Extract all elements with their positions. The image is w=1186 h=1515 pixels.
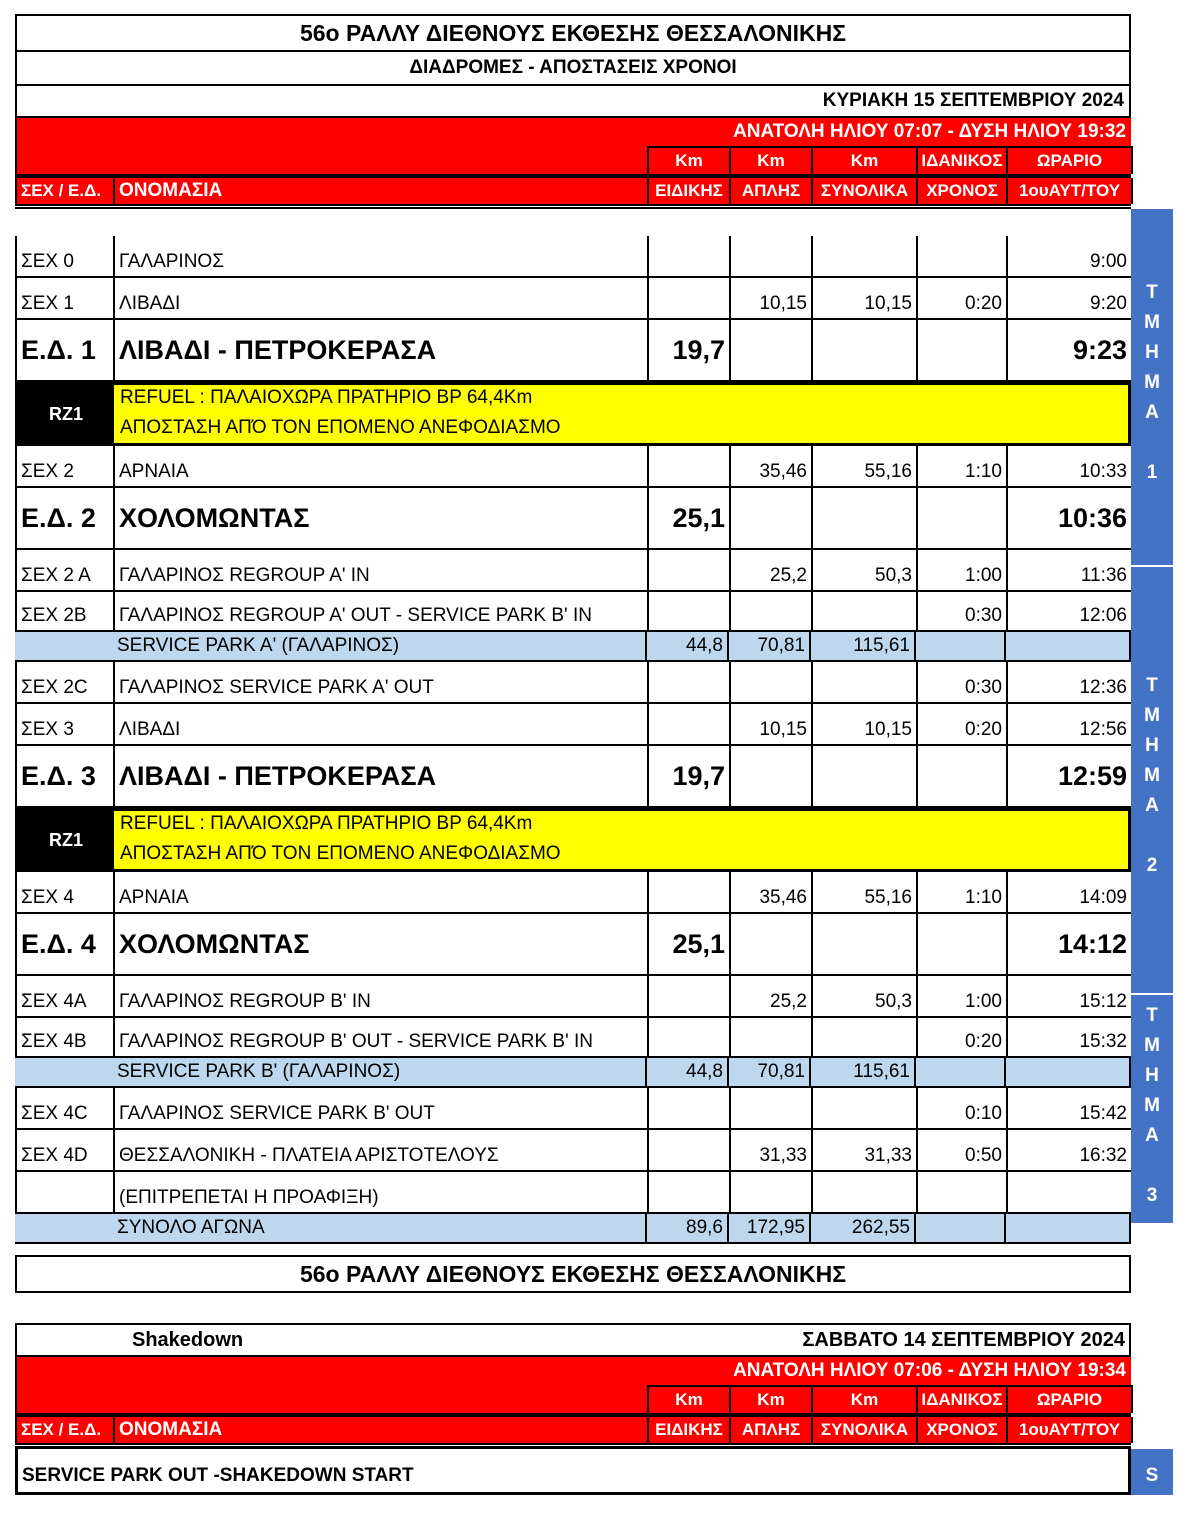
ideal-time (918, 914, 1008, 974)
schedule-time: 15:32 (1008, 1018, 1133, 1056)
km-total (813, 592, 918, 630)
summary-row (15, 1214, 1131, 1244)
header-cell: ΙΔΑΝΙΚΟΣ (918, 146, 1008, 174)
section-letter: 1 (1146, 462, 1158, 483)
schedule-time (1008, 1172, 1133, 1212)
section-letter: Μ (1144, 1095, 1160, 1116)
km-total: 50,3 (813, 976, 918, 1016)
km-total: 262,55 (811, 1214, 916, 1242)
control-code (17, 1172, 115, 1212)
km-total (813, 746, 918, 806)
ideal-time: 0:50 (918, 1130, 1008, 1170)
second-header-cell: ΙΔΑΝΙΚΟΣ (918, 1385, 1008, 1413)
ideal-time (916, 1058, 1006, 1086)
km-liaison: 70,81 (729, 632, 811, 660)
control-code: Ε.Δ. 2 (17, 488, 115, 548)
section-letter: Τ (1146, 282, 1158, 303)
km-total (813, 488, 918, 548)
ideal-time: 0:30 (918, 662, 1008, 702)
section-letter: Η (1145, 735, 1159, 756)
second-header-cell (17, 1385, 115, 1413)
second-header-cell: ΑΠΛΗΣ (731, 1417, 813, 1443)
schedule-time: 9:20 (1008, 278, 1133, 318)
schedule-time: 16:32 (1008, 1130, 1133, 1170)
second-header-cell: Km (649, 1385, 731, 1413)
km-liaison (731, 236, 813, 276)
km-liaison (731, 914, 813, 974)
shakedown-section-bar: S (1131, 1449, 1173, 1495)
section-letter: Α (1145, 1125, 1159, 1146)
schedule-time: 12:59 (1008, 746, 1133, 806)
ideal-time: 1:00 (918, 976, 1008, 1016)
control-row (15, 1018, 1131, 1058)
control-code: ΣΕΧ 4 (17, 872, 115, 912)
control-code: ΣΕΧ 4C (17, 1088, 115, 1128)
schedule-time: 14:12 (1008, 914, 1133, 974)
second-title: 56ο ΡΑΛΛΥ ΔΙΕΘΝΟΥΣ ΕΚΘΕΣΗΣ ΘΕΣΣΑΛΟΝΙΚΗΣ (15, 1255, 1131, 1293)
section-letter: Μ (1144, 705, 1160, 726)
km-special (649, 446, 731, 486)
control-row (15, 236, 1131, 278)
section-bar-1 (1131, 209, 1173, 567)
km-special (649, 592, 731, 630)
control-code: Ε.Δ. 3 (17, 746, 115, 806)
stage-row (15, 320, 1131, 382)
km-special: 19,7 (649, 746, 731, 806)
control-code: ΣΕΧ 4Α (17, 976, 115, 1016)
km-total: 10,15 (813, 278, 918, 318)
ideal-time (918, 488, 1008, 548)
section-bar-3 (1131, 995, 1173, 1225)
km-special (649, 1130, 731, 1170)
km-liaison: 10,15 (731, 704, 813, 744)
ideal-time (918, 1172, 1008, 1212)
summary-row (15, 632, 1131, 662)
sun-times: ΑΝΑΤΟΛΗ ΗΛΙΟΥ 07:07 - ΔΥΣΗ ΗΛΙΟΥ 19:32 (15, 118, 1131, 146)
second-header-cell: 1ουΑΥΤ/ΤΟΥ (1008, 1417, 1133, 1443)
section-letter: Μ (1144, 372, 1160, 393)
header-row-units (15, 146, 1131, 176)
km-special (649, 1018, 731, 1056)
km-special (649, 662, 731, 702)
stage-row (15, 914, 1131, 976)
header-row-names (15, 176, 1131, 206)
control-row (15, 592, 1131, 632)
schedule-time: 9:23 (1008, 320, 1133, 380)
location-name: ΧΟΛΟΜΩΝΤΑΣ (115, 914, 649, 974)
km-liaison: 25,2 (731, 976, 813, 1016)
control-row (15, 976, 1131, 1018)
section-letter: Μ (1144, 1035, 1160, 1056)
km-total (813, 662, 918, 702)
table-top-border (15, 207, 1131, 209)
km-liaison: 25,2 (731, 550, 813, 590)
ideal-time: 0:20 (918, 704, 1008, 744)
header-cell (115, 146, 649, 174)
location-name: SERVICE PARK B' (ΓΑΛΑΡΙΝΟΣ) (113, 1058, 647, 1086)
km-special (649, 278, 731, 318)
location-name: ΑΡΝΑΙΑ (115, 872, 649, 912)
shakedown-date: ΣΑΒΒΑΤΟ 14 ΣΕΠΤΕΜΒΡΙΟΥ 2024 (802, 1328, 1125, 1351)
km-special: 25,1 (649, 914, 731, 974)
km-liaison: 35,46 (731, 446, 813, 486)
km-special: 44,8 (647, 1058, 729, 1086)
control-code: ΣΕΧ 0 (17, 236, 115, 276)
refuel-distance-note: ΑΠΟΣΤΑΣΗ ΑΠΌ ΤΟΝ ΕΠΟΜΕΝΟ ΑΝΕΦΟΔΙΑΣΜΟ (120, 417, 561, 438)
schedule-time: 15:12 (1008, 976, 1133, 1016)
km-special: 89,6 (647, 1214, 729, 1242)
km-special (649, 704, 731, 744)
location-name: ΓΑΛΑΡΙΝΟΣ (115, 236, 649, 276)
control-row (15, 1172, 1131, 1214)
header-cell: Km (813, 146, 918, 174)
second-header-cell: ΩΡΑΡΙΟ (1008, 1385, 1133, 1413)
ideal-time (918, 236, 1008, 276)
header-cell: 1ουΑΥΤ/ΤΟΥ (1008, 178, 1133, 204)
km-total: 50,3 (813, 550, 918, 590)
ideal-time (916, 1214, 1006, 1242)
location-name: ΓΑΛΑΡΙΝΟΣ SERVICE PARK B' OUT (115, 1088, 649, 1128)
schedule-time: 12:36 (1008, 662, 1133, 702)
section-letter: Τ (1146, 1005, 1158, 1026)
ideal-time: 1:10 (918, 446, 1008, 486)
control-code: ΣΕΧ 4Β (17, 1018, 115, 1056)
section-letter: Η (1145, 342, 1159, 363)
km-total (813, 320, 918, 380)
shakedown-header (15, 1323, 1131, 1357)
second-header-row-names (15, 1415, 1131, 1445)
stage-row (15, 488, 1131, 550)
section-letter: Τ (1146, 675, 1158, 696)
km-liaison (731, 488, 813, 548)
second-header-cell: ΧΡΟΝΟΣ (918, 1417, 1008, 1443)
stage-row (15, 746, 1131, 808)
ideal-time: 0:10 (918, 1088, 1008, 1128)
ideal-time: 1:00 (918, 550, 1008, 590)
header-cell: ΣΥΝΟΛΙΚΑ (813, 178, 918, 204)
control-row (15, 662, 1131, 704)
km-special (649, 976, 731, 1016)
ideal-time: 0:20 (918, 1018, 1008, 1056)
km-liaison (731, 320, 813, 380)
km-liaison (731, 1172, 813, 1212)
km-special (649, 1088, 731, 1128)
km-total: 31,33 (813, 1130, 918, 1170)
section-letter: Α (1145, 795, 1159, 816)
km-special (649, 236, 731, 276)
control-code: ΣΕΧ 1 (17, 278, 115, 318)
page-subtitle: ΔΙΑΔΡΟΜΕΣ - ΑΠΟΣΤΑΣΕΙΣ ΧΡΟΝΟΙ (15, 52, 1131, 86)
km-liaison: 35,46 (731, 872, 813, 912)
second-header-cell: ΟΝΟΜΑΣΙΑ (115, 1417, 649, 1443)
location-name: ΓΑΛΑΡΙΝΟΣ REGROUP A' IN (115, 550, 649, 590)
km-special: 44,8 (647, 632, 729, 660)
location-name: ΛΙΒΑΔΙ (115, 278, 649, 318)
ideal-time (918, 746, 1008, 806)
summary-row (15, 1058, 1131, 1088)
km-liaison: 172,95 (729, 1214, 811, 1242)
km-special: 19,7 (649, 320, 731, 380)
control-code: ΣΕΧ 2Β (17, 592, 115, 630)
km-special (649, 872, 731, 912)
km-total (813, 236, 918, 276)
section-bar-2 (1131, 567, 1173, 995)
section-letter: Μ (1144, 765, 1160, 786)
control-row (15, 278, 1131, 320)
header-cell: ΑΠΛΗΣ (731, 178, 813, 204)
refuel-code: RZ1 (18, 385, 114, 443)
schedule-time: 12:56 (1008, 704, 1133, 744)
ideal-time (916, 632, 1006, 660)
location-name: ΛΙΒΑΔΙ - ΠΕΤΡΟΚΕΡΑΣΑ (115, 746, 649, 806)
schedule-time: 9:00 (1008, 236, 1133, 276)
km-total (813, 914, 918, 974)
control-code (15, 1214, 113, 1242)
km-total (813, 1088, 918, 1128)
second-header-cell: ΕΙΔΙΚΗΣ (649, 1417, 731, 1443)
section-letter: 3 (1146, 1185, 1158, 1206)
km-special (649, 550, 731, 590)
km-total: 10,15 (813, 704, 918, 744)
control-row (15, 704, 1131, 746)
control-row (15, 1130, 1131, 1172)
location-name: ΓΑΛΑΡΙΝΟΣ SERVICE PARK A' OUT (115, 662, 649, 702)
ideal-time (918, 320, 1008, 380)
km-special: 25,1 (649, 488, 731, 548)
header-cell: ΩΡΑΡΙΟ (1008, 146, 1133, 174)
location-name: ΑΡΝΑΙΑ (115, 446, 649, 486)
refuel-location: REFUEL : ΠΑΛΑΙΟΧΩΡΑ ΠΡΑΤΗΡΙΟ BP 64,4Km (120, 813, 533, 834)
event-date: ΚΥΡΙΑΚΗ 15 ΣΕΠΤΕΜΒΡΙΟΥ 2024 (15, 86, 1131, 118)
km-total: 115,61 (811, 1058, 916, 1086)
section-letter: Α (1145, 402, 1159, 423)
location-name: SERVICE PARK A' (ΓΑΛΑΡΙΝΟΣ) (113, 632, 647, 660)
control-code: ΣΕΧ 3 (17, 704, 115, 744)
header-cell: ΧΡΟΝΟΣ (918, 178, 1008, 204)
control-code: ΣΕΧ 2 (17, 446, 115, 486)
second-sun-times: ΑΝΑΤΟΛΗ ΗΛΙΟΥ 07:06 - ΔΥΣΗ ΗΛΙΟΥ 19:34 (15, 1357, 1131, 1385)
control-code: ΣΕΧ 4D (17, 1130, 115, 1170)
schedule-time: 11:36 (1008, 550, 1133, 590)
km-total: 55,16 (813, 872, 918, 912)
control-code: Ε.Δ. 4 (17, 914, 115, 974)
location-name: ΣΥΝΟΛΟ ΑΓΩΝΑ (113, 1214, 647, 1242)
km-total (813, 1018, 918, 1056)
schedule-time: 15:42 (1008, 1088, 1133, 1128)
location-name: ΓΑΛΑΡΙΝΟΣ REGROUP B' OUT - SERVICE PARK B' IN (115, 1018, 649, 1056)
section-letter: Μ (1144, 312, 1160, 333)
schedule-time (1006, 1214, 1131, 1242)
control-code: Ε.Δ. 1 (17, 320, 115, 380)
refuel-code: RZ1 (18, 811, 114, 869)
second-header-cell: Km (813, 1385, 918, 1413)
location-name: (ΕΠΙΤΡΕΠΕΤΑΙ Η ΠΡΟΑΦΙΞΗ) (115, 1172, 649, 1212)
km-total: 115,61 (811, 632, 916, 660)
control-row (15, 550, 1131, 592)
refuel-row (15, 382, 1131, 446)
schedule-time (1006, 1058, 1131, 1086)
schedule-time: 10:33 (1008, 446, 1133, 486)
location-name: ΓΑΛΑΡΙΝΟΣ REGROUP A' OUT - SERVICE PARK B' IN (115, 592, 649, 630)
km-liaison (731, 662, 813, 702)
location-name: ΛΙΒΑΔΙ - ΠΕΤΡΟΚΕΡΑΣΑ (115, 320, 649, 380)
second-header-cell: ΣΕΧ / Ε.Δ. (17, 1417, 115, 1443)
refuel-row (15, 808, 1131, 872)
control-code (15, 632, 113, 660)
second-header-cell: ΣΥΝΟΛΙΚΑ (813, 1417, 918, 1443)
refuel-distance-note: ΑΠΟΣΤΑΣΗ ΑΠΌ ΤΟΝ ΕΠΟΜΕΝΟ ΑΝΕΦΟΔΙΑΣΜΟ (120, 843, 561, 864)
schedule-time (1006, 632, 1131, 660)
page-title: 56ο ΡΑΛΛΥ ΔΙΕΘΝΟΥΣ ΕΚΘΕΣΗΣ ΘΕΣΣΑΛΟΝΙΚΗΣ (15, 14, 1131, 52)
location-name: ΧΟΛΟΜΩΝΤΑΣ (115, 488, 649, 548)
km-total: 55,16 (813, 446, 918, 486)
ideal-time: 0:30 (918, 592, 1008, 630)
section-letter: Η (1145, 1065, 1159, 1086)
km-liaison (731, 1018, 813, 1056)
schedule-time: 12:06 (1008, 592, 1133, 630)
second-header-row-units (15, 1385, 1131, 1415)
header-cell: Km (649, 146, 731, 174)
location-name: ΛΙΒΑΔΙ (115, 704, 649, 744)
refuel-location: REFUEL : ΠΑΛΑΙΟΧΩΡΑ ΠΡΑΤΗΡΙΟ BP 64,4Km (120, 387, 533, 408)
schedule-time: 10:36 (1008, 488, 1133, 548)
control-code: ΣΕΧ 2C (17, 662, 115, 702)
header-cell: ΕΙΔΙΚΗΣ (649, 178, 731, 204)
ideal-time: 0:20 (918, 278, 1008, 318)
km-liaison (731, 1088, 813, 1128)
location-name: ΘΕΣΣΑΛΟΝΙΚΗ - ΠΛΑΤΕΙΑ ΑΡΙΣΤΟΤΕΛΟΥΣ (115, 1130, 649, 1170)
km-special (649, 1172, 731, 1212)
second-header-cell: Km (731, 1385, 813, 1413)
header-cell: ΟΝΟΜΑΣΙΑ (115, 178, 649, 204)
location-name: ΓΑΛΑΡΙΝΟΣ REGROUP B' IN (115, 976, 649, 1016)
control-code (15, 1058, 113, 1086)
km-liaison: 31,33 (731, 1130, 813, 1170)
km-liaison (731, 746, 813, 806)
control-code: ΣΕΧ 2 Α (17, 550, 115, 590)
km-liaison (731, 592, 813, 630)
km-total (813, 1172, 918, 1212)
section-letter: 2 (1146, 855, 1158, 876)
km-liaison: 10,15 (731, 278, 813, 318)
header-cell: Km (731, 146, 813, 174)
control-row (15, 872, 1131, 914)
km-liaison: 70,81 (729, 1058, 811, 1086)
header-cell: ΣΕΧ / Ε.Δ. (17, 178, 115, 204)
control-row (15, 1088, 1131, 1130)
shakedown-start-row: SERVICE PARK OUT -SHAKEDOWN START (15, 1449, 1131, 1495)
shakedown-label: Shakedown (132, 1328, 244, 1351)
second-header-cell (115, 1385, 649, 1413)
schedule-time: 14:09 (1008, 872, 1133, 912)
control-row (15, 446, 1131, 488)
header-cell (17, 146, 115, 174)
ideal-time: 1:10 (918, 872, 1008, 912)
